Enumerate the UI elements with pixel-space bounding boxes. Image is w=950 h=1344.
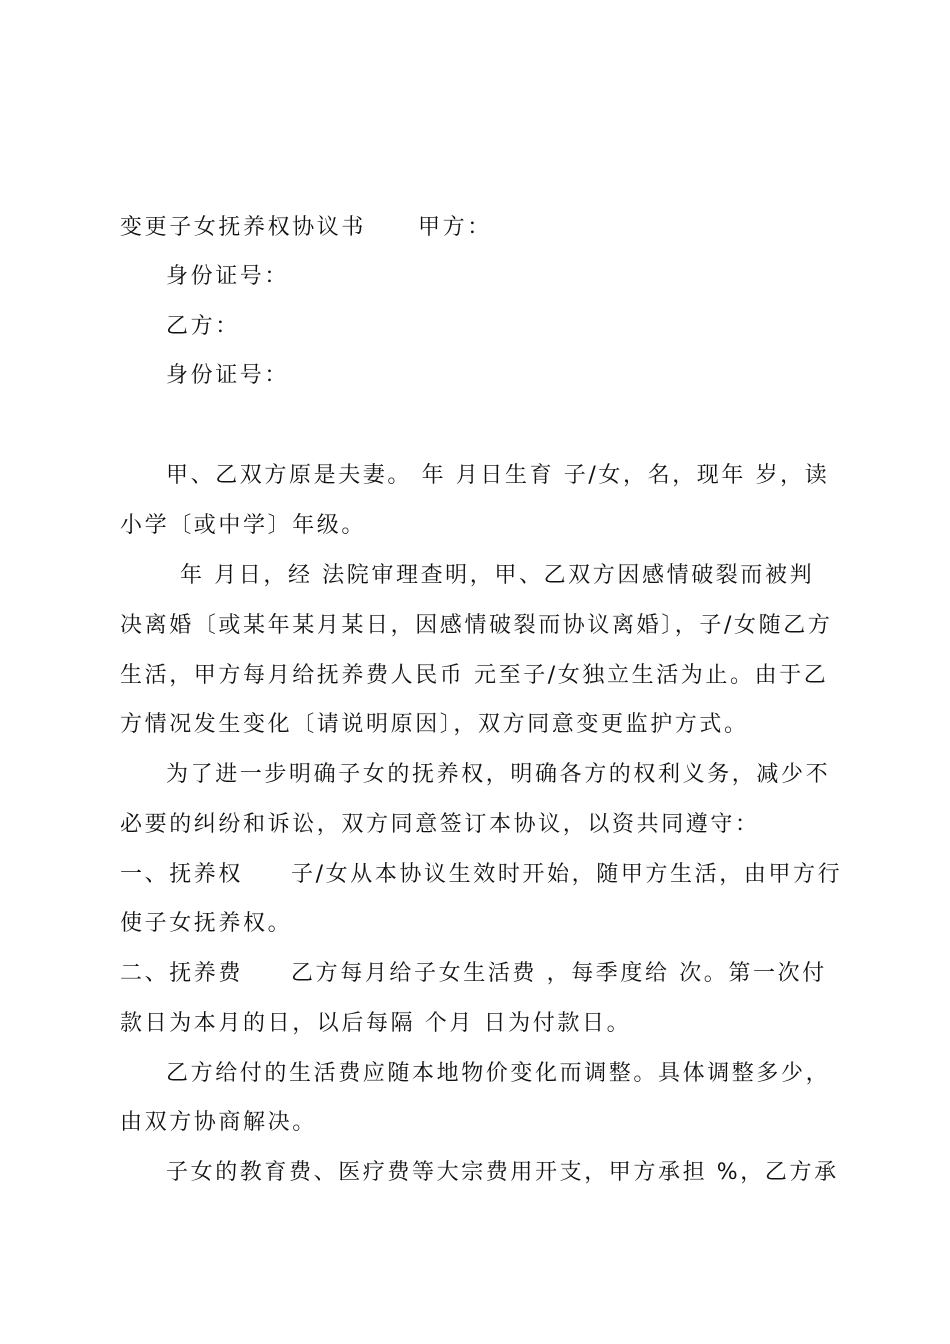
paragraph-2-line-1: 年 月日，经 法院审理查明，甲、乙双方因感情破裂而被判 <box>180 563 815 588</box>
item-2-text: 乙方每月给子女生活费 ，每季度给 次。第一次付 <box>291 961 827 986</box>
paragraph-2-line-2: 决离婚〔或某年某月某日，因感情破裂而协议离婚〕，子/女随乙方 <box>120 613 833 638</box>
item-1-line-1 <box>120 860 843 890</box>
item-1-text: 子/女从本协议生效时开始，随甲方生活，由甲方行 <box>291 862 843 887</box>
party-b-id-label: 身份证号： <box>166 363 290 388</box>
item-1-heading: 一、抚养权 <box>120 862 244 887</box>
paragraph-4-line-2: 由双方协商解决。 <box>120 1110 317 1135</box>
title-line <box>120 213 832 243</box>
paragraph-5-line-1: 子女的教育费、医疗费等大宗费用开支，甲方承担 %，乙方承 <box>166 1160 839 1185</box>
paragraph-1-line-2: 小学〔或中学〕年级。 <box>120 513 367 538</box>
party-a-label: 甲方： <box>418 215 492 240</box>
paragraph-3-line-2: 必要的纠纷和诉讼，双方同意签订本协议，以资共同遵守： <box>120 812 760 837</box>
item-1-line-2: 使子女抚养权。 <box>120 911 293 936</box>
item-2-heading: 二、抚养费 <box>120 961 244 986</box>
item-2-line-1 <box>120 959 832 989</box>
paragraph-3-line-1: 为了进一步明确子女的抚养权，明确各方的权利义务，减少不 <box>166 762 831 787</box>
paragraph-1-line-1: 甲、乙双方原是夫妻。 年 月日生育 子/女，名，现年 岁，读 <box>166 463 830 488</box>
paragraph-2-line-4: 方情况发生变化〔请说明原因〕，双方同意变更监护方式。 <box>120 712 749 737</box>
paragraph-4-line-1: 乙方给付的生活费应随本地物价变化而调整。具体调整多少， <box>166 1061 831 1086</box>
document-title: 变更子女抚养权协议书 <box>120 215 367 240</box>
paragraph-2-line-3: 生活，甲方每月给抚养费人民币 元至子/女独立生活为止。由于乙 <box>120 663 829 688</box>
party-a-id-label: 身份证号： <box>166 264 290 289</box>
party-b-label: 乙方： <box>166 314 240 339</box>
item-2-line-2: 款日为本月的日，以后每隔 个月 日为付款日。 <box>120 1011 632 1036</box>
